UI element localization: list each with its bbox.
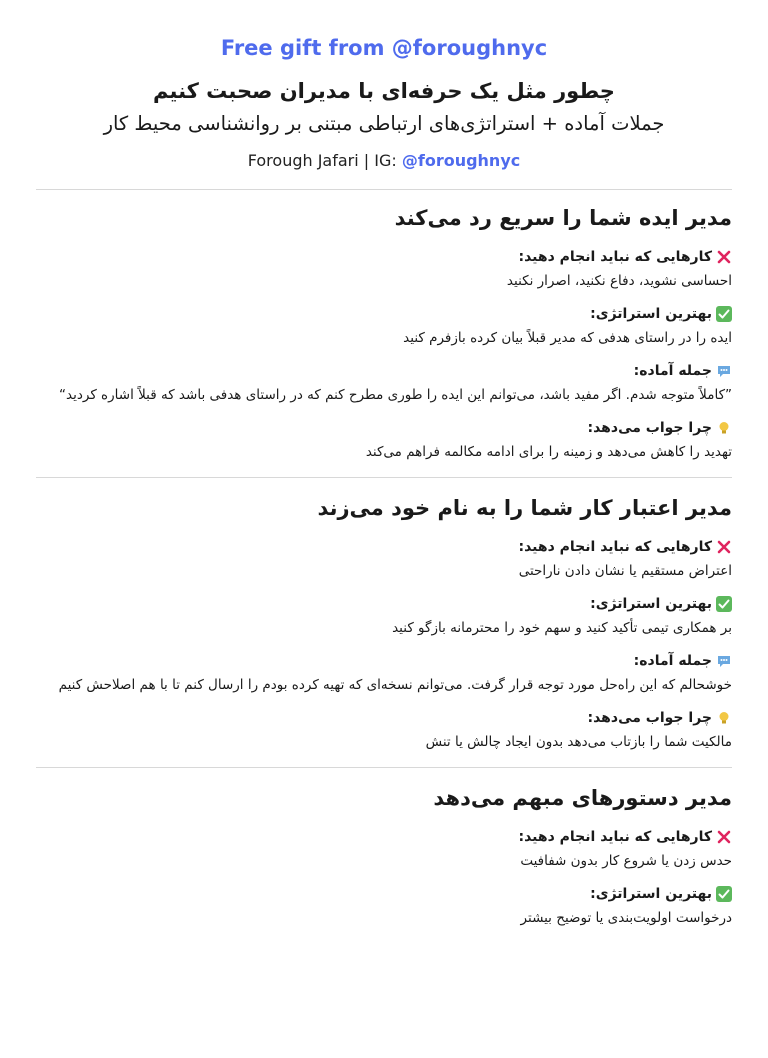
strategy-text: ایده را در راستای هدفی که مدیر قبلاً بیان کرده بازفرم کنید	[403, 330, 732, 346]
why-text: تهدید را کاهش می‌دهد و زمینه را برای ادامه مکالمه فراهم می‌کند	[365, 444, 732, 460]
why-block	[36, 708, 732, 754]
why-label	[36, 708, 732, 728]
strategy-label	[36, 304, 732, 324]
dont-label-text: کارهایی که نباید انجام دهید:	[518, 829, 712, 845]
dont-text: حدس زدن یا شروع کار بدون شفافیت	[520, 853, 732, 869]
phrase-block	[36, 651, 732, 697]
x-mark-icon	[716, 539, 732, 555]
strategy-block	[36, 594, 732, 640]
why-label	[36, 418, 732, 438]
section-title: مدیر دستورهای مبهم می‌دهد	[433, 786, 732, 810]
why-block	[36, 418, 732, 464]
dont-label	[36, 827, 732, 847]
document-page	[0, 34, 768, 1058]
phrase-label-text: جمله آماده:	[633, 653, 712, 669]
section-vague-instructions	[36, 783, 732, 930]
speech-bubble-icon	[716, 653, 732, 669]
dont-block	[36, 537, 732, 583]
phrase-label	[36, 361, 732, 381]
phrase-text: خوشحالم که این راه‌حل مورد توجه قرار گرفت. می‌توانم نسخه‌ای که تهیه کرده بودم را ارسال کنم تا با هم اصلاحش کنیم	[58, 677, 732, 693]
phrase-block	[36, 361, 732, 407]
dont-block	[36, 827, 732, 873]
dont-text: اعتراض مستقیم یا نشان دادن ناراحتی	[518, 563, 732, 579]
dont-label-text: کارهایی که نباید انجام دهید:	[518, 249, 712, 265]
strategy-text: بر همکاری تیمی تأکید کنید و سهم خود را محترمانه بازگو کنید	[392, 620, 732, 636]
strategy-label-text: بهترین استراتژی:	[590, 596, 712, 612]
why-label-text: چرا جواب می‌دهد:	[587, 710, 712, 726]
x-mark-icon	[716, 829, 732, 845]
x-mark-icon	[716, 249, 732, 265]
strategy-block	[36, 884, 732, 930]
speech-bubble-icon	[716, 363, 732, 379]
divider	[36, 767, 732, 768]
strategy-block	[36, 304, 732, 350]
gift-link[interactable]: Free gift from @foroughnyc	[220, 36, 548, 60]
why-text: مالکیت شما را بازتاب می‌دهد بدون ایجاد چالش یا تنش	[425, 734, 732, 750]
phrase-label-text: جمله آماده:	[633, 363, 712, 379]
dont-label	[36, 537, 732, 557]
why-label-text: چرا جواب می‌دهد:	[587, 420, 712, 436]
dont-block	[36, 247, 732, 293]
light-bulb-icon	[716, 420, 732, 436]
phrase-label	[36, 651, 732, 671]
section-title: مدیر ایده شما را سریع رد می‌کند	[394, 206, 732, 230]
phrase-text: ”کاملاً متوجه شدم. اگر مفید باشد، می‌توانم این ایده را طوری مطرح کنم که در راستای هدفی باشد که قبلاً اشاره کردید“	[59, 387, 732, 403]
check-mark-icon	[716, 886, 732, 902]
dont-text: احساسی نشوید، دفاع نکنید، اصرار نکنید	[506, 273, 732, 289]
section-credit-taken	[36, 493, 732, 754]
section-title: مدیر اعتبار کار شما را به نام خود می‌زند	[317, 496, 732, 520]
strategy-label	[36, 884, 732, 904]
divider	[36, 189, 732, 190]
strategy-text: درخواست اولویت‌بندی یا توضیح بیشتر	[520, 910, 732, 926]
author-name: Forough Jafari | IG:	[247, 151, 402, 170]
light-bulb-icon	[716, 710, 732, 726]
strategy-label-text: بهترین استراتژی:	[590, 886, 712, 902]
dont-label	[36, 247, 732, 267]
divider	[36, 477, 732, 478]
check-mark-icon	[716, 596, 732, 612]
check-mark-icon	[716, 306, 732, 322]
dont-label-text: کارهایی که نباید انجام دهید:	[518, 539, 712, 555]
page-title: چطور مثل یک حرفه‌ای با مدیران صحبت کنیم	[153, 79, 615, 103]
author-line	[36, 149, 732, 173]
page-subtitle: جملات آماده + استراتژی‌های ارتباطی مبتنی بر روانشناسی محیط کار	[103, 112, 665, 135]
strategy-label-text: بهترین استراتژی:	[590, 306, 712, 322]
section-idea-rejected	[36, 203, 732, 464]
author-handle-link[interactable]: @foroughnyc	[401, 151, 521, 170]
header	[36, 34, 732, 173]
strategy-label	[36, 594, 732, 614]
